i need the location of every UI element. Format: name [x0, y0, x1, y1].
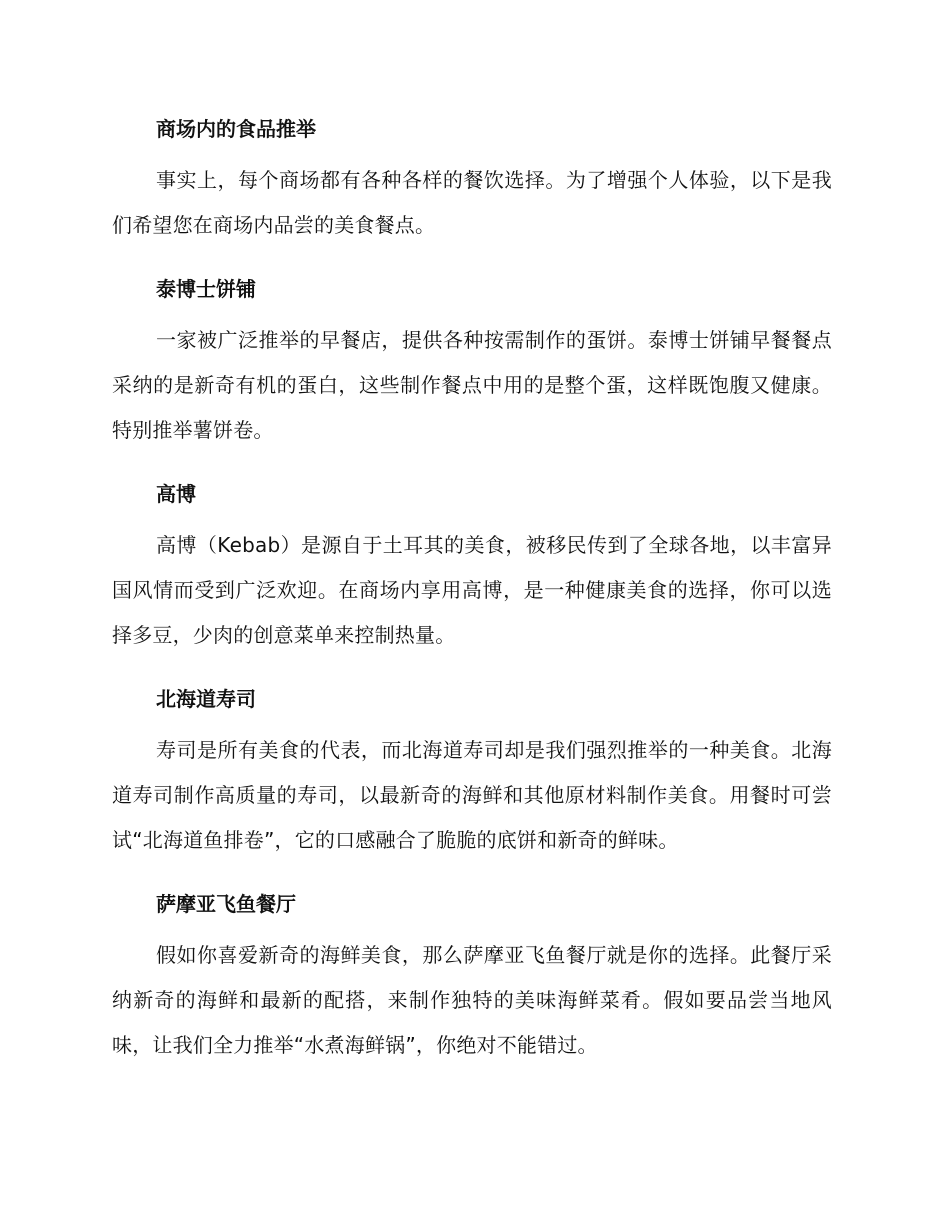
section-paragraph: 假如你喜爱新奇的海鲜美食，那么萨摩亚飞鱼餐厅就是你的选择。此餐厅采纳新奇的海鲜和最新的配搭，来制作独特的美味海鲜菜肴。假如要品尝当地风味，让我们全力推举“水煮海鲜锅”，你绝对不能错过。	[112, 943, 832, 1057]
section-paragraph: 事实上，每个商场都有各种各样的餐饮选择。为了增强个人体验，以下是我们希望您在商场内品尝的美食餐点。	[112, 168, 832, 237]
section-paragraph: 寿司是所有美食的代表，而北海道寿司却是我们强烈推举的一种美食。北海道寿司制作高质量的寿司，以最新奇的海鲜和其他原材料制作美食。用餐时可尝试“北海道鱼排卷”，它的口感融合了脆脆的底饼和新奇的鲜味。	[112, 738, 832, 852]
section-paragraph: 高博（Kebab）是源自于土耳其的美食，被移民传到了全球各地，以丰富异国风情而受到广泛欢迎。在商场内享用高博，是一种健康美食的选择，你可以选择多豆，少肉的创意菜单来控制热量。	[112, 533, 832, 647]
section-heading: 商场内的食品推举	[156, 117, 316, 141]
section-heading: 北海道寿司	[156, 687, 256, 711]
section-heading: 泰博士饼铺	[156, 277, 256, 301]
section-heading: 萨摩亚飞鱼餐厅	[156, 892, 296, 916]
document-body	[112, 108, 832, 1088]
section-heading: 高博	[156, 482, 196, 506]
section-paragraph: 一家被广泛推举的早餐店，提供各种按需制作的蛋饼。泰博士饼铺早餐餐点采纳的是新奇有机的蛋白，这些制作餐点中用的是整个蛋，这样既饱腹又健康。特别推举薯饼卷。	[112, 328, 832, 442]
